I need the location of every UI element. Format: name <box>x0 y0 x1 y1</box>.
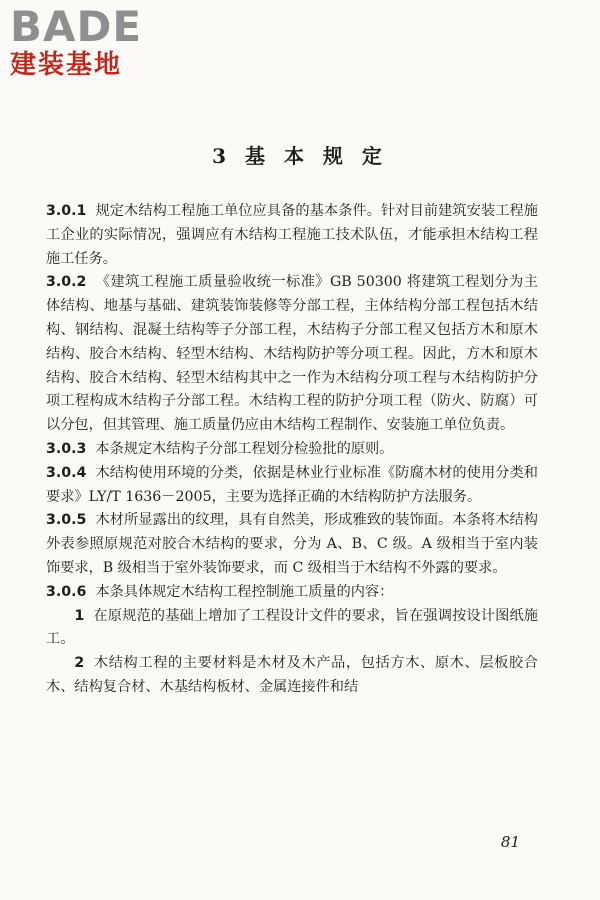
logo-wordmark: BADE <box>10 2 143 51</box>
page-number: 81 <box>500 833 520 851</box>
clause-number: 3.0.3 <box>46 440 87 457</box>
clause-text: 木结构使用环境的分类，依据是林业行业标准《防腐木材的使用分类和要求》LY/T 1636－2005，主要为选择正确的木结构防护方法服务。 <box>46 464 538 505</box>
clause <box>46 200 538 271</box>
item-text: 木结构工程的主要材料是木材及木产品，包括方木、原木、层板胶合木、结构复合材、木基结构板材、金属连接件和结 <box>46 655 538 695</box>
clause-number: 3.0.4 <box>46 464 87 481</box>
list-item <box>46 652 538 700</box>
clause-text: 本条规定木结构子分部工程划分检验批的原则。 <box>95 440 394 457</box>
logo <box>10 4 180 80</box>
clause-number: 3.0.5 <box>46 512 87 529</box>
clause <box>46 462 538 510</box>
clause <box>46 509 538 580</box>
clause-text: 规定木结构工程施工单位应具备的基本条件。针对目前建筑安装工程施工企业的实际情况，强调应有木结构工程施工技术队伍，才能承担木结构工程施工任务。 <box>46 203 538 267</box>
clause-text: 本条具体规定木结构工程控制施工质量的内容： <box>95 583 394 600</box>
item-text: 在原规范的基础上增加了工程设计文件的要求，旨在强调按设计图纸施工。 <box>46 607 538 648</box>
clause-text: 《建筑工程施工质量验收统一标准》GB 50300 将建筑工程划分为主体结构、地基与基础、建筑装饰装修等分部工程，主体结构分部工程包括木结构、钢结构、混凝土结构等子分部工程，木结构子分部工程又包括方木和原木结构、胶合木结构、轻型木结构、木结构防护等分项工程。因此，方木和原木结构、胶合木结构、轻型木结构其中之一作为木结构分项工程与木结构防护分项工程构成木结构子分部工程。木结构工程的防护分项工程（防火、防腐）可以分包，但其管理、施工质量仍应由木结构工程制作、安装施工单位负责。 <box>46 274 538 434</box>
clause-number: 3.0.2 <box>46 274 87 291</box>
clause <box>46 271 538 438</box>
list-item <box>46 605 538 653</box>
chapter-title: 3 基 本 规 定 <box>212 144 388 168</box>
clause-number: 3.0.1 <box>46 203 87 219</box>
page-body <box>46 200 538 700</box>
item-number: 1 <box>74 607 85 624</box>
clause-text: 木材所显露出的纹理，具有自然美，形成雅致的装饰面。本条将木结构外表参照原规范对胶合木结构的要求，分为 A、B、C 级。A 级相当于室内装饰要求，B 级相当于室外装饰要求，而 C 级相当于木结构不外露的要求。 <box>46 512 538 576</box>
item-number: 2 <box>74 655 85 672</box>
clause-number: 3.0.6 <box>46 583 87 600</box>
logo-subtitle: 建装基地 <box>10 50 123 80</box>
clause <box>46 438 538 462</box>
clause <box>46 581 538 605</box>
